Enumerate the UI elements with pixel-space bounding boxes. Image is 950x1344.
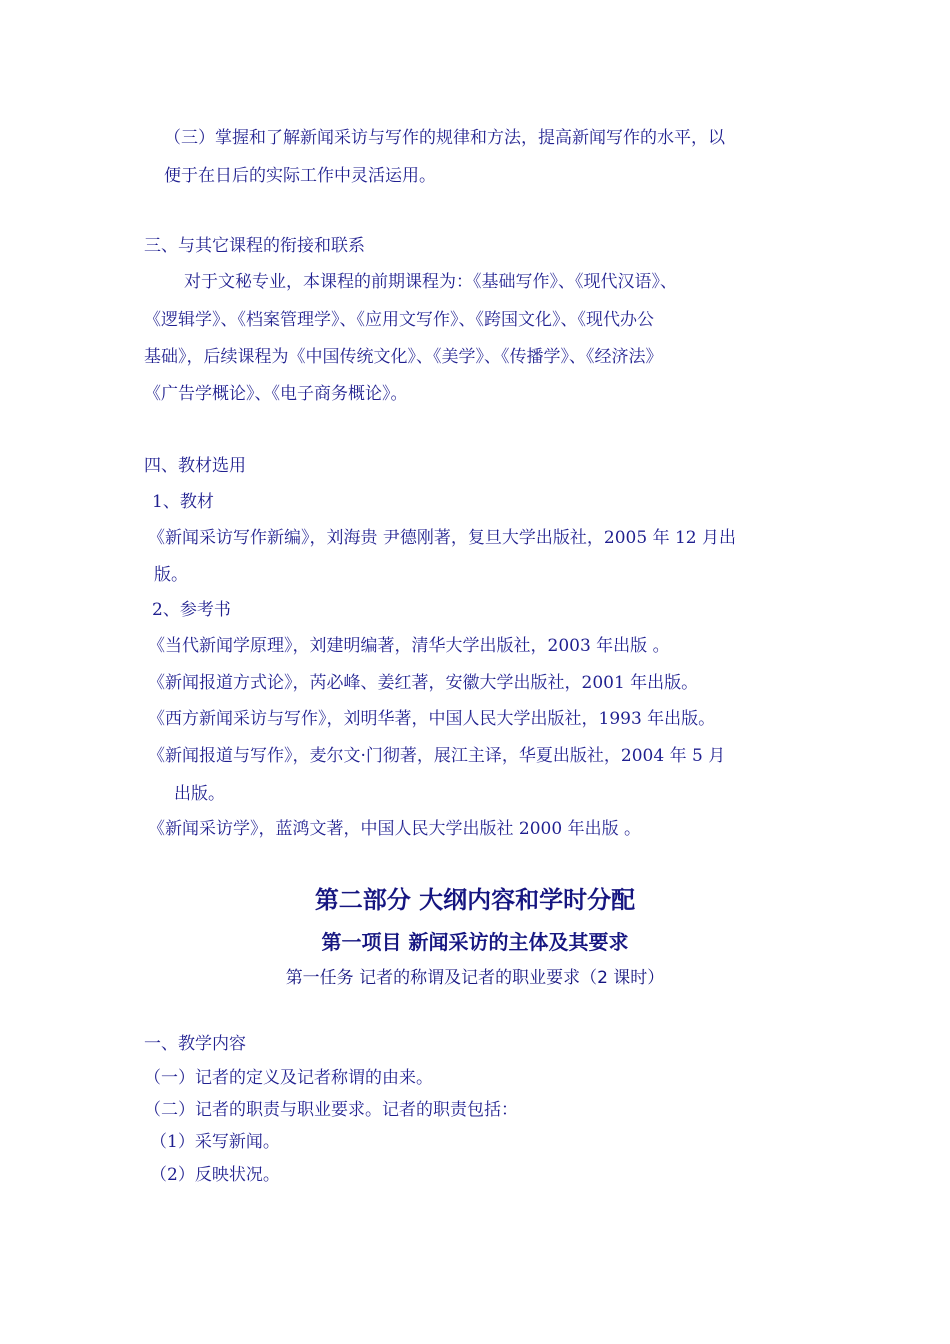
reference-entry-5: 《新闻采访学》，蓝鸿文著，中国人民大学出版社 2000 年出版 。	[148, 819, 641, 839]
reference-subheading: 2、参考书	[152, 600, 231, 620]
teaching-subitem-1: （1）采写新闻。	[150, 1132, 280, 1152]
task-one-title: 第一任务 记者的称谓及记者的职业要求（2 课时）	[285, 968, 665, 988]
teaching-subitem-2: （2）反映状况。	[150, 1165, 280, 1185]
section-links-para-line-3: 基础》，后续课程为《中国传统文化》、《美学》、《传播学》、《经济法》	[144, 347, 663, 367]
teaching-item-1: （一）记者的定义及记者称谓的由来。	[144, 1068, 433, 1088]
reference-entry-1: 《当代新闻学原理》，刘建明编著，清华大学出版社，2003 年出版 。	[148, 636, 670, 656]
section-textbooks-heading: 四、教材选用	[144, 456, 246, 476]
section-links-heading: 三、与其它课程的衔接和联系	[144, 236, 365, 256]
reference-entry-4-line-2: 出版。	[174, 784, 225, 804]
reference-entry-4-line-1: 《新闻报道与写作》，麦尔文·门彻著，展江主译，华夏出版社，2004 年 5 月	[148, 746, 726, 766]
section-links-para-line-1: 对于文秘专业，本课程的前期课程为：《基础写作》、《现代汉语》、	[184, 272, 677, 292]
project-one-title: 第一项目 新闻采访的主体及其要求	[321, 930, 629, 954]
part-two-title: 第二部分 大纲内容和学时分配	[314, 886, 636, 914]
textbook-entry-line-2: 版。	[154, 565, 188, 585]
textbook-entry-line-1: 《新闻采访写作新编》，刘海贵 尹德刚著，复旦大学出版社，2005 年 12 月出	[148, 528, 737, 548]
objective-three-line-1: （三）掌握和了解新闻采访与写作的规律和方法，提高新闻写作的水平，以	[164, 128, 725, 148]
objective-three-line-2: 便于在日后的实际工作中灵活运用。	[164, 166, 436, 186]
reference-entry-3: 《西方新闻采访与写作》，刘明华著，中国人民大学出版社，1993 年出版。	[148, 709, 716, 729]
reference-entry-2: 《新闻报道方式论》，芮必峰、姜红著，安徽大学出版社，2001 年出版。	[148, 673, 699, 693]
teaching-item-2: （二）记者的职责与职业要求。记者的职责包括：	[144, 1100, 518, 1120]
section-links-para-line-2: 《逻辑学》、《档案管理学》、《应用文写作》、《跨国文化》、《现代办公	[144, 310, 654, 330]
section-links-para-line-4: 《广告学概论》、《电子商务概论》。	[144, 384, 408, 404]
teaching-content-heading: 一、教学内容	[144, 1034, 246, 1054]
textbook-subheading: 1、教材	[152, 492, 214, 512]
